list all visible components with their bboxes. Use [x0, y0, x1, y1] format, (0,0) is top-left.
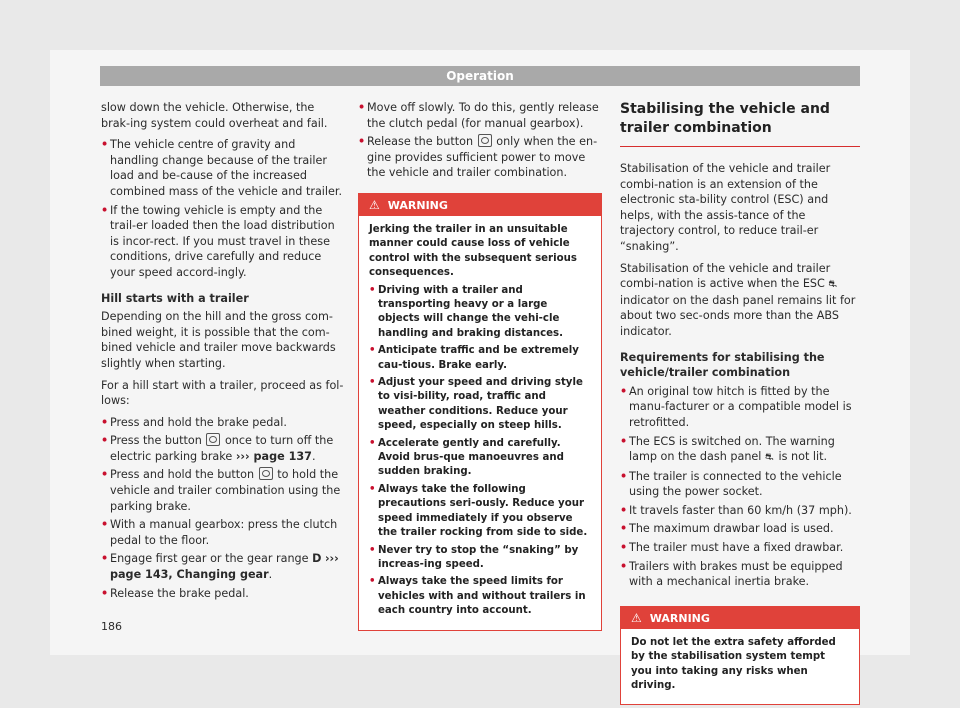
- esc-skid-icon: ⛐: [828, 279, 837, 291]
- warning-box: [358, 193, 602, 631]
- warning-text: Do not let the extra safety afforded by the stabilisation system tempt you into taking any risks when driving.: [631, 636, 836, 692]
- column-right: [620, 100, 860, 705]
- list-item: • The vehicle centre of gravity and handling change because of the trailer load and be-cause of the increased combined mass of the vehicle and trailer.: [101, 137, 346, 199]
- warning-item: • Always take the speed limits for vehicles with and without trailers in each country into account.: [369, 575, 591, 618]
- warning-item: • Never try to stop the “snaking” by increas-ing speed.: [369, 544, 591, 573]
- warning-title: WARNING: [387, 198, 448, 212]
- parking-brake-button-icon: [259, 467, 273, 480]
- warning-triangle-icon: ⚠: [369, 197, 380, 212]
- step-item: [101, 415, 346, 431]
- page-header: Operation: [100, 66, 860, 86]
- warning-body: [359, 216, 601, 630]
- requirement-item: • It travels faster than 60 km/h (37 mph).: [620, 503, 860, 519]
- manual-page: [50, 50, 910, 692]
- step-item: [101, 433, 346, 464]
- step-item: [101, 551, 346, 582]
- parking-brake-button-icon: [478, 134, 492, 147]
- paragraph: Stabilisation of the vehicle and trailer combi-nation is an extension of the electronic sta-bility control (ESC) and helps, with the assis-tance of the trajectory control, to reduce trail-er “snaking”.: [620, 162, 831, 253]
- step-item: [101, 467, 346, 514]
- paragraph: slow down the vehicle. Otherwise, the brak-ing system could overheat and fail.: [101, 101, 328, 130]
- step-text: Press and hold the button: [110, 468, 255, 482]
- step-text: Release the brake pedal.: [110, 586, 249, 600]
- step-text: Press and hold the brake pedal.: [110, 415, 287, 429]
- step-text: Engage first gear or the gear range: [110, 552, 309, 566]
- section-heading: Requirements for stabilising the vehicle/trailer combination: [620, 350, 825, 380]
- requirement-item: • An original tow hitch is fitted by the manu-facturer or a compatible model is retrofitted.: [620, 384, 860, 431]
- item-text: is not lit.: [778, 450, 828, 464]
- column-middle: [358, 100, 602, 631]
- item-text: The ECS is switched on. The warning lamp on the dash panel: [629, 434, 835, 464]
- step-item: [101, 517, 346, 548]
- punctuation: .: [268, 568, 273, 582]
- list-item: • Move off slowly. To do this, gently release the clutch pedal (for manual gearbox).: [358, 100, 602, 131]
- section-title: Stabilising the vehicle and trailer combination: [620, 100, 860, 147]
- page-reference-link[interactable]: ››› page 143, Changing gear: [110, 552, 339, 582]
- page-reference-link[interactable]: ››› page 137: [235, 449, 312, 463]
- paragraph: Depending on the hill and the gross com-bined weight, it is possible that the com-bined vehicle and trailer move backwards slightly when starting.: [101, 310, 336, 370]
- section-heading: Hill starts with a trailer: [101, 291, 249, 305]
- column-left: [101, 100, 346, 604]
- esc-skid-icon: ⛐: [764, 452, 774, 464]
- list-item: [358, 134, 602, 181]
- warning-item: • Adjust your speed and driving style to visi-bility, road, traffic and weather conditions. Reduce your speed, especially on steep hills.: [369, 376, 591, 434]
- requirement-item: • Trailers with brakes must be equipped with a mechanical inertia brake.: [620, 559, 860, 590]
- warning-triangle-icon: ⚠: [631, 610, 642, 625]
- list-item: • If the towing vehicle is empty and the trail-er loaded then the load distribution is incor-rect. If you must travel in these conditions, drive carefully and reduce your speed accord-ingly.: [101, 203, 346, 281]
- step-text: to hold the vehicle and trailer combination using the parking brake.: [110, 468, 341, 513]
- warning-item: • Always take the following precautions seri-ously. Reduce your speed immediately if you observe the trailer rocking from side to side.: [369, 483, 591, 541]
- warning-header: [359, 194, 601, 216]
- warning-item: • Driving with a trailer and transporting heavy or a large objects will change the vehi-cle handling and braking distances.: [369, 284, 591, 342]
- warning-body: [621, 629, 859, 705]
- requirement-item: • The trailer must have a fixed drawbar.: [620, 540, 860, 556]
- requirement-item: [620, 434, 860, 466]
- warning-item: • Accelerate gently and carefully. Avoid brus-que manoeuvres and sudden braking.: [369, 437, 591, 480]
- gear-label: D: [312, 552, 322, 566]
- item-text: only when the en-gine provides sufficient power to move the vehicle and trailer combination.: [367, 135, 598, 180]
- warning-title: WARNING: [649, 611, 710, 625]
- requirement-item: • The trailer is connected to the vehicle using the power socket.: [620, 469, 860, 500]
- step-item: [101, 586, 346, 602]
- page-number: 186: [101, 620, 122, 633]
- paragraph: [620, 261, 860, 340]
- parking-brake-button-icon: [206, 433, 220, 446]
- paragraph-text: Stabilisation of the vehicle and trailer combi-nation is active when the ESC: [620, 261, 831, 291]
- warning-item: • Anticipate traffic and be extremely cau-tious. Brake early.: [369, 344, 591, 373]
- step-text: once to turn off the electric parking brake: [110, 434, 334, 463]
- paragraph: For a hill start with a trailer, proceed as fol-lows:: [101, 378, 344, 408]
- punctuation: .: [311, 449, 316, 463]
- warning-header: [621, 607, 859, 629]
- requirement-item: • The maximum drawbar load is used.: [620, 521, 860, 537]
- warning-box: [620, 606, 860, 706]
- paragraph-text: indicator on the dash panel remains lit for about two sec-onds more than the ABS indicator.: [620, 293, 856, 338]
- warning-intro: Jerking the trailer in an unsuitable manner could cause loss of vehicle control with the subsequent serious consequences.: [369, 223, 577, 279]
- step-text: Press the button: [110, 434, 202, 448]
- item-text: Release the button: [367, 135, 474, 149]
- step-text: With a manual gearbox: press the clutch pedal to the floor.: [110, 518, 338, 547]
